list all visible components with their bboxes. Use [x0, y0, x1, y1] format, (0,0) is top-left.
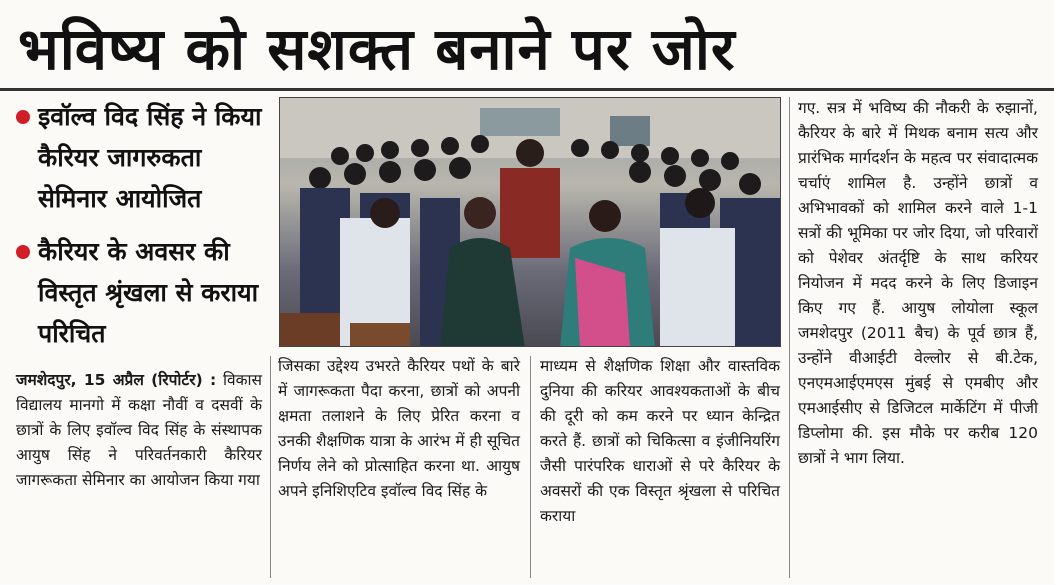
headline: भविष्य को सशक्त बनाने पर जोर	[18, 15, 736, 83]
red-bullet-icon	[16, 110, 30, 124]
column-2	[278, 354, 520, 504]
red-bullet-icon	[16, 245, 30, 259]
column-1-text: विकास विद्यालय मानगो में कक्षा नौवीं व दसवीं के छात्रों के लिए इवॉल्व विद सिंह के संस्थापक आयुष सिंह ने परिवर्तनकारी कैरियर जागरूकता सेमिनार का आयोजन किया गया	[16, 371, 262, 489]
dateline: जमशेदपुर, 15 अप्रैल (रिपोर्टर) :	[16, 371, 217, 389]
column-divider	[789, 97, 790, 578]
column-divider	[270, 356, 271, 578]
column-1	[16, 368, 262, 493]
column-divider	[530, 356, 531, 578]
column-3	[540, 354, 780, 529]
column-4-text: गए. सत्र में भविष्य की नौकरी के रुझानों, कैरियर के बारे में मिथक बनाम सत्य और प्रारंभिक मार्गदर्शन के महत्व पर संवादात्मक चर्चाएं शामिल है. उन्होंने छात्रों व अभिभावकों को शामिल करने वाले 1-1 सत्रों की भूमिका पर जोर दिया, जो परिवारों को पेशेवर अंतर्दृष्टि के साथ करियर नियोजन में मदद करने के लिए डिजाइन किए गए हैं. आयुष लोयोला स्कूल जमशेदपुर (2011 बैच) के पूर्व छात्र हैं, उन्होंने वीआईटी वेल्लोर से बी.टेक, एनएमआईएमएस मुंबई से एमबीए और एमआईसीए से डिजिटल मार्केटिंग में पीजी डिप्लोमा की. इस मौके पर करीब 120 छात्रों ने भाग लिया.	[798, 99, 1038, 467]
highlight-item	[16, 96, 266, 219]
highlight-text: कैरियर के अवसर की विस्तृत श्रृंखला से कराया परिचित	[38, 237, 259, 348]
highlight-item	[16, 231, 266, 354]
headline-rule	[0, 88, 1054, 91]
column-4	[798, 96, 1038, 471]
highlights	[16, 96, 266, 366]
seminar-photo	[279, 97, 781, 347]
column-3-text: माध्यम से शैक्षणिक शिक्षा और वास्तविक दुनिया की करियर आवश्यकताओं के बीच की दूरी को कम करने पर ध्यान केन्द्रित करते हैं. छात्रों को चिकित्सा व इंजीनियरिंग जैसी पारंपरिक धाराओं से परे कैरियर के अवसरों की एक विस्तृत श्रृंखला से परिचित कराया	[540, 357, 780, 525]
column-2-text: जिसका उद्देश्य उभरते कैरियर पथों के बारे में जागरूकता पैदा करना, छात्रों को अपनी क्षमता तलाशने के लिए प्रेरित करना व उनकी शैक्षणिक यात्रा के आरंभ में ही सूचित निर्णय लेने को प्रोत्साहित करना था. आयुष अपने इनिशिएटिव इवॉल्व विद सिंह के	[278, 357, 520, 500]
highlight-text: इवॉल्व विद सिंह ने किया कैरियर जागरुकता सेमिनार आयोजित	[38, 102, 262, 213]
students-group-photo	[280, 98, 780, 346]
